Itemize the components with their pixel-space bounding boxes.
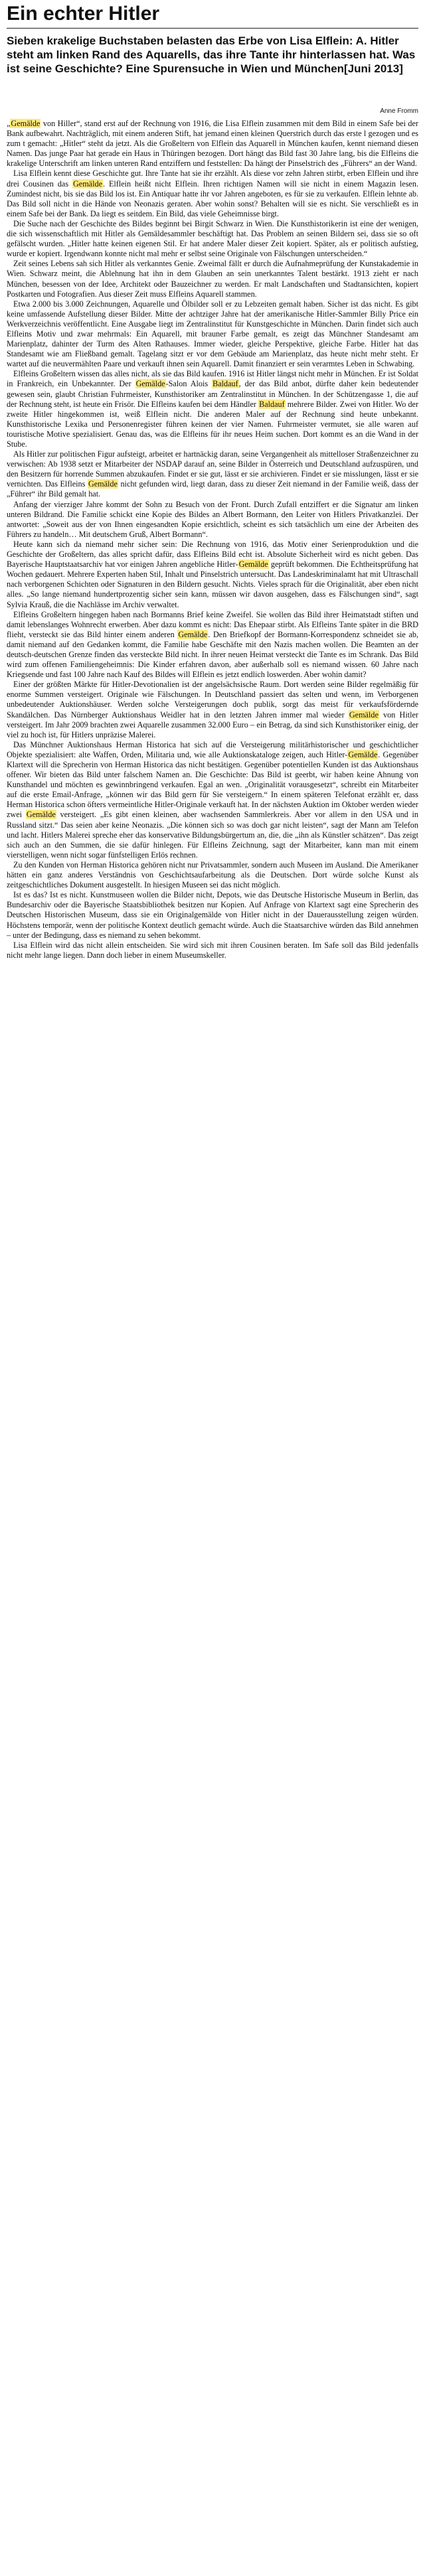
article-body — [7, 119, 418, 960]
highlighted-term: Gemälde — [349, 710, 379, 720]
highlighted-term: Gemälde — [11, 119, 41, 128]
article-paragraph: „Gemälde von Hiller“, stand erst auf der Rechnung von 1916, die Lisa Elflein zusammen mit dem Bild in einem Safe bei der Bank aufbewahrt. Nachträglich, mit einem anderen Stift, hat jemand einen kleinen Querstrich durch das erste l gezogen und es zum t gemacht: „Hitler“ steht da jetzt. Als die Großeltern von Elflein das Aquarell in München kaufen, kennt niemand diesen Namen. Das junge Paar hat gerade ein Haus in Thüringen bezogen. Dort hängt das Bild fast 30 Jahre lang, bis die Elfleins die krakelige Unterschrift am linken unteren Rand entziffern und feststellen: Da hängt der Pinselstrich des „Führers“ an der Wand. — [7, 119, 418, 169]
highlighted-term: Gemälde — [26, 810, 56, 820]
highlighted-term: Baldauf — [212, 379, 238, 389]
article-lead: Sieben krakelige Buchstaben belasten das Erbe von Lisa Elflein: A. Hitler steht am linken Rand des Aquarells, das ihre Tante ihr hinterlassen hat. Was ist seine Geschichte? Eine Spurensuche in Wien und München[Juni 2013] — [7, 35, 416, 75]
highlighted-term: Gemälde — [178, 629, 208, 639]
article-headline: Ein echter Hitler — [7, 3, 418, 29]
article-paragraph: Ist es das? Ist es nicht. Kunstmuseen wollen die Bilder nicht, Depots, wie das Deutsche Historische Museum in Berlin, das Bundesarchiv oder die Bayerische Staatsbibliothek besitzen nur Kopien. Auf Anfrage von Klartext sagt eine Sprecherin des Deutschen Historischen Museum, dass sie ein Originalgemälde von Hitler nicht in der Dauerausstellung zeigen würden. Höchstens temporär, wenn der politische Kontext deutlich gemacht würde. Auch die Staatsarchive würden das Bild annehmen – unter der Bedingung, dass es niemand zu sehen bekommt. — [7, 890, 418, 940]
article-author: Anne Fromm — [380, 108, 418, 115]
article-paragraph: Elfleins Großeltern wissen das alles nicht, als sie das Bild kaufen. 1916 ist Hitler längst nicht mehr in München. Er ist Soldat in Frankreich, ein Unbekannter. Der Gemälde-Salon Alois Baldauf, der das Bild anbot, dürfte daher kein bedeutender gewesen sein, glaubt Christian Fuhrmeister, Kunsthistoriker am Zentralinstitut in München. In der Schützengasse 1, die auf der Rechnung steht, ist heute ein Frisör. Die Elfleins kaufen bei dem Händler Baldauf mehrere Bilder. Zwei von Hitler. Wo der zweite Hitler hingekommen ist, weiß Elflein nicht. Die anderen Maler auf der Rechnung sind heute unbekannt. Kunsthistorische Lexika und Personenregister führen keinen der vier Namen. Fuhrmeister vermutet, sie alle waren auf touristische Motive spezialisiert. Genau das, was die Elfleins für ihr neues Heim suchen. Dort kommt es an die Wand in der Stube. — [7, 369, 419, 449]
article-paragraph: Einer der größten Märkte für Hitler-Devotionalien ist der angelsächsische Raum. Dort werden seine Bilder regelmäßig für enorme Summen versteigert. Originale wie Fälschungen. In Deutschland passiert das selten und wenn, im Verborgenen unbedeutender Auktionshäuser. Werden solche Versteigerungen doch publik, sorgt das meist für verkaufsfördernde Skandälchen. Das Nürnberger Auktionshaus Weidler hat in den letzten Jahren immer mal wieder Gemälde von Hitler versteigert. Im Jahr 2009 brachten zwei Aquarelle zusammen 32.000 Euro – ein Betrag, da sind sich Kunsthistoriker einig, der viel zu hoch ist, für Hitlers unpräzise Malerei. — [7, 680, 418, 739]
highlighted-term: Gemälde — [238, 560, 268, 569]
article-paragraph: Lisa Elflein wird das nicht allein entscheiden. Sie wird sich mit ihren Cousinen beraten. Im Safe soll das Bild jedenfalls nicht mehr lange liegen. Dann doch lieber in einem Museumskeller. — [7, 940, 418, 960]
article-paragraph: Das Münchner Auktionshaus Herman Historica hat sich auf die Versteigerung militärhistorischer und geschichtlicher Objekte spezialisiert: alte Waffen, Orden, Militaria und, wie alle Auktionskataloge zeigen, auch Hitler-Gemälde. Gegenüber Klartext will die Sprecherin von Herman Historica das nicht bestätigen. Gegenüber potentiellen Kunden ist das Auktionshaus offener. Wir bieten das Bild unter falschem Namen an. Die Geschichte: Das Bild ist geerbt, wir haben keine Ahnung von Kunsthandel und möchten es gewinnbringend verkaufen. Egal an wen. „Originalität vorausgesetzt“, schreibt ein Mitarbeiter auf die erste Email-Anfrage, „können wir das Bild gern für Sie versteigern.“ In einem späteren Telefonat erzählt er, dass Herman Historica schon öfters vermeintliche Hitler-Originale verkauft hat. In der nächsten Auktion im Oktober werden wieder zwei Gemälde versteigert. „Es gibt einen kleinen, aber wachsenden Sammlerkreis. Aber vor allem in den USA und in Russland sitzt.“ Das seien aber keine Neonazis. „Die können sich so was doch gar nicht leisten“, sagt der Mann am Telefon und lacht. Hitlers Malerei spreche eher das konservative Bildungsbürgertum an, die, die „ihn als Künstler schätzen“. Das zeigt sich auch an den Summen, die sie dafür hinlegen. Für Elfleins Zeichnung, sagt der Mitarbeiter, kann man mit einem vierstelligen, wenn nicht sogar fünfstelligen Erlös rechnen. — [7, 739, 418, 860]
highlighted-term: Gemälde — [88, 479, 118, 489]
article-paragraph: Als Hitler zur politischen Figur aufsteigt, arbeitet er hartnäckig daran, seine Vergangenheit als mittelloser Straßenzeichner zu verwischen: Ab 1938 setzt er Mitarbeiter der NSDAP darauf an, seine Bilder in Österreich und Deutschland aufzuspüren, und den Besitzern für horrende Summen abzukaufen. Findet er sie gut, lässt er sie archivieren. Findet er sie misslungen, lässt er sie vernichten. Das Elfleins Gemälde nicht gefunden wird, liegt daran, dass zu dieser Zeit niemand in der Familie weiß, dass der „Führer“ ihr Bild gemalt hat. — [7, 449, 419, 499]
highlighted-term: Baldauf — [259, 399, 285, 409]
highlighted-term: Gemälde — [135, 379, 165, 389]
article-paragraph: Heute kann sich da niemand mehr sicher sein: Die Rechnung von 1916, das Motiv einer Serienproduktion und die Geschichte der Großeltern, das alles spricht dafür, dass Elfleins Bild echt ist. Absolute Sicherheit wird es nicht geben. Das Bayerische Hauptstaatsarchiv hat vor einigen Jahren angebliche Hitler-Gemälde geprüft bekommen. Die Echtheitsprüfung hat Wochen gedauert. Mehrere Experten haben Stil, Inhalt und Pinselstrich untersucht. Das Landeskriminalamt hat mit Ultraschall nach verborgenen Schichten oder Signaturen in den Bildern gesucht. Nichts. Vieles sprach für die Originalität, aber eben nicht alles. „So lange niemand hundertprozentig sicher sein kann, müssen wir davon ausgehen, dass es Fälschungen sind“, sagt Sylvia Krauß, die die Nachlässe im Archiv verwaltet. — [7, 539, 418, 609]
article-paragraph: Lisa Elflein kennt diese Geschichte gut. Ihre Tante hat sie ihr erzählt. Als diese vor zehn Jahren stirbt, erben Elflein und ihre drei Cousinen das Gemälde. Elflein heißt nicht Elflein. Ihren richtigen Namen will sie nicht in einem Magazin lesen. Zumindest nicht, bis sie das Bild los ist. Ein Antiquar hatte ihr vor Jahren angeboten, es für sie zu verkaufen. Elflein lehnte ab. Das Bild soll nicht in die Hände von Neonazis geraten. Aber wohin sonst? Behalten will sie es nicht. Sie verschließt es in einem Safe bei der Bank. Da liegt es seitdem. Ein Bild, das viele Geheimnisse birgt. — [7, 169, 418, 218]
highlighted-term: Gemälde — [72, 179, 102, 189]
article-paragraph: Zu den Kunden von Herman Historica gehören nicht nur Privatsammler, sondern auch Museen im Ausland. Die Amerikaner hätten ein ganz anderes Verständnis von Geschichtsaufarbeitung als die Deutschen. Dort würde solche Kunst als zeitgeschichtliches Dokument ausgestellt. In hiesigen Museen sei das nicht möglich. — [7, 860, 418, 890]
highlighted-term: Gemälde — [348, 749, 378, 759]
article-paragraph: Die Suche nach der Geschichte des Bildes beginnt bei Birgit Schwarz in Wien. Die Kunsthistorikerin ist eine der wenigen, die sich wissenschaftlich mit Hitler als Gemäldesammler beschäftigt hat. Das Problem an seinen Bildern sei, dass sie so oft gefälscht wurden. „Hitler hatte keinen eigenen Stil. Er hat andere Maler dieser Zeit kopiert. Später, als er politisch aufstieg, wurde er kopiert. Irgendwann konnte nicht mal mehr er selbst seine Originale von Fälschungen unterscheiden.“ — [7, 218, 418, 259]
article — [0, 3, 425, 960]
article-paragraph: Elfleins Großeltern hingegen haben nach Bormanns Brief keine Zweifel. Sie wollen das Bild ihrer Heimatstadt stiften und damit lebenslanges Wohnrecht erwerben. Aber dazu kommt es nicht: Das Ehepaar stirbt. Als Elfleins Tante später in die BRD flieht, versteckt sie das Bild hinter einem anderen Gemälde. Den Briefkopf der Bormann-Korrespondenz schneidet sie ab, damit niemand auf den Gedanken kommt, die Familie habe Geschäfte mit den Nazis machen wollen. Die Beamten an der deutsch-deutschen Grenze finden das versteckte Bild nicht. In ihrer neuen Heimat versteckt die Tante es im Schrank. Das Bild wird zum offenen Familiengeheimnis: Die Kinder erfahren davon, aber außerhalb soll es niemand wissen. 60 Jahre nach Kriegsende und fast 100 Jahre nach Kauf des Bildes will Elflein es jetzt endlich loswerden. Aber wohin damit? — [7, 609, 418, 680]
article-paragraph: Zeit seines Lebens sah sich Hitler als verkanntes Genie. Zweimal fällt er durch die Aufnahmeprüfung der Kunstakademie in Wien. Schwarz meint, die Ablehnung hat ihn in dem Glauben an sein unerkanntes Talent bestärkt. 1913 zieht er nach München, besessen von der Idee, Architekt oder Bauzeichner zu werden. Er malt Landschaften und Stadtansichten, kopiert Postkarten und Fotografien. Aus dieser Zeit muss Elfleins Aquarell stammen. — [7, 259, 418, 299]
article-paragraph: Etwa 2.000 bis 3.000 Zeichnungen, Aquarelle und Ölbilder soll er zu Lebzeiten gemalt haben. Sicher ist das nicht. Es gibt keine umfassende Aufstellung dieser Bilder. Mitte der achtziger Jahre hat der amerikanische Hitler-Sammler Billy Price ein Werkverzeichnis veröffentlicht. Eine Ausgabe liegt im Zentralinstitut für Kunstgeschichte in München. Darin findet sich auch Elfleins Motiv und zwar mehrmals: Ein Aquarell, mit brauner Farbe gemalt, es zeigt das Münchner Standesamt am Marienplatz, dahinter der Turm des Alten Rathauses. Immer wieder, gleiche Perspektive, gleiche Farbe. Hitler hat das Standesamt wie am Fließband gemalt. Tagelang sitzt er vor dem Gebäude am Marienplatz, das heute nicht mehr steht. Er wartet auf die neuvermählten Paare und verkauft ihnen sein Aquarell. Damit finanziert er sein verarmtes Leben in Schwabing. — [7, 299, 418, 369]
article-paragraph: Anfang der vierziger Jahre kommt der Sohn zu Besuch von der Front. Durch Zufall entziffert er die Signatur am linken unteren Bildrand. Die Familie schickt eine Kopie des Bildes an Albert Bormann, den Leiter von Hitlers Privatkanzlei. Der antwortet: „Soweit aus der von Ihnen eingesandten Kopie ersichtlich, scheint es sich tatsächlich um eine der Arbeiten des Führers zu handeln… Mit deutschem Gruß, Albert Bormann“. — [7, 499, 418, 539]
